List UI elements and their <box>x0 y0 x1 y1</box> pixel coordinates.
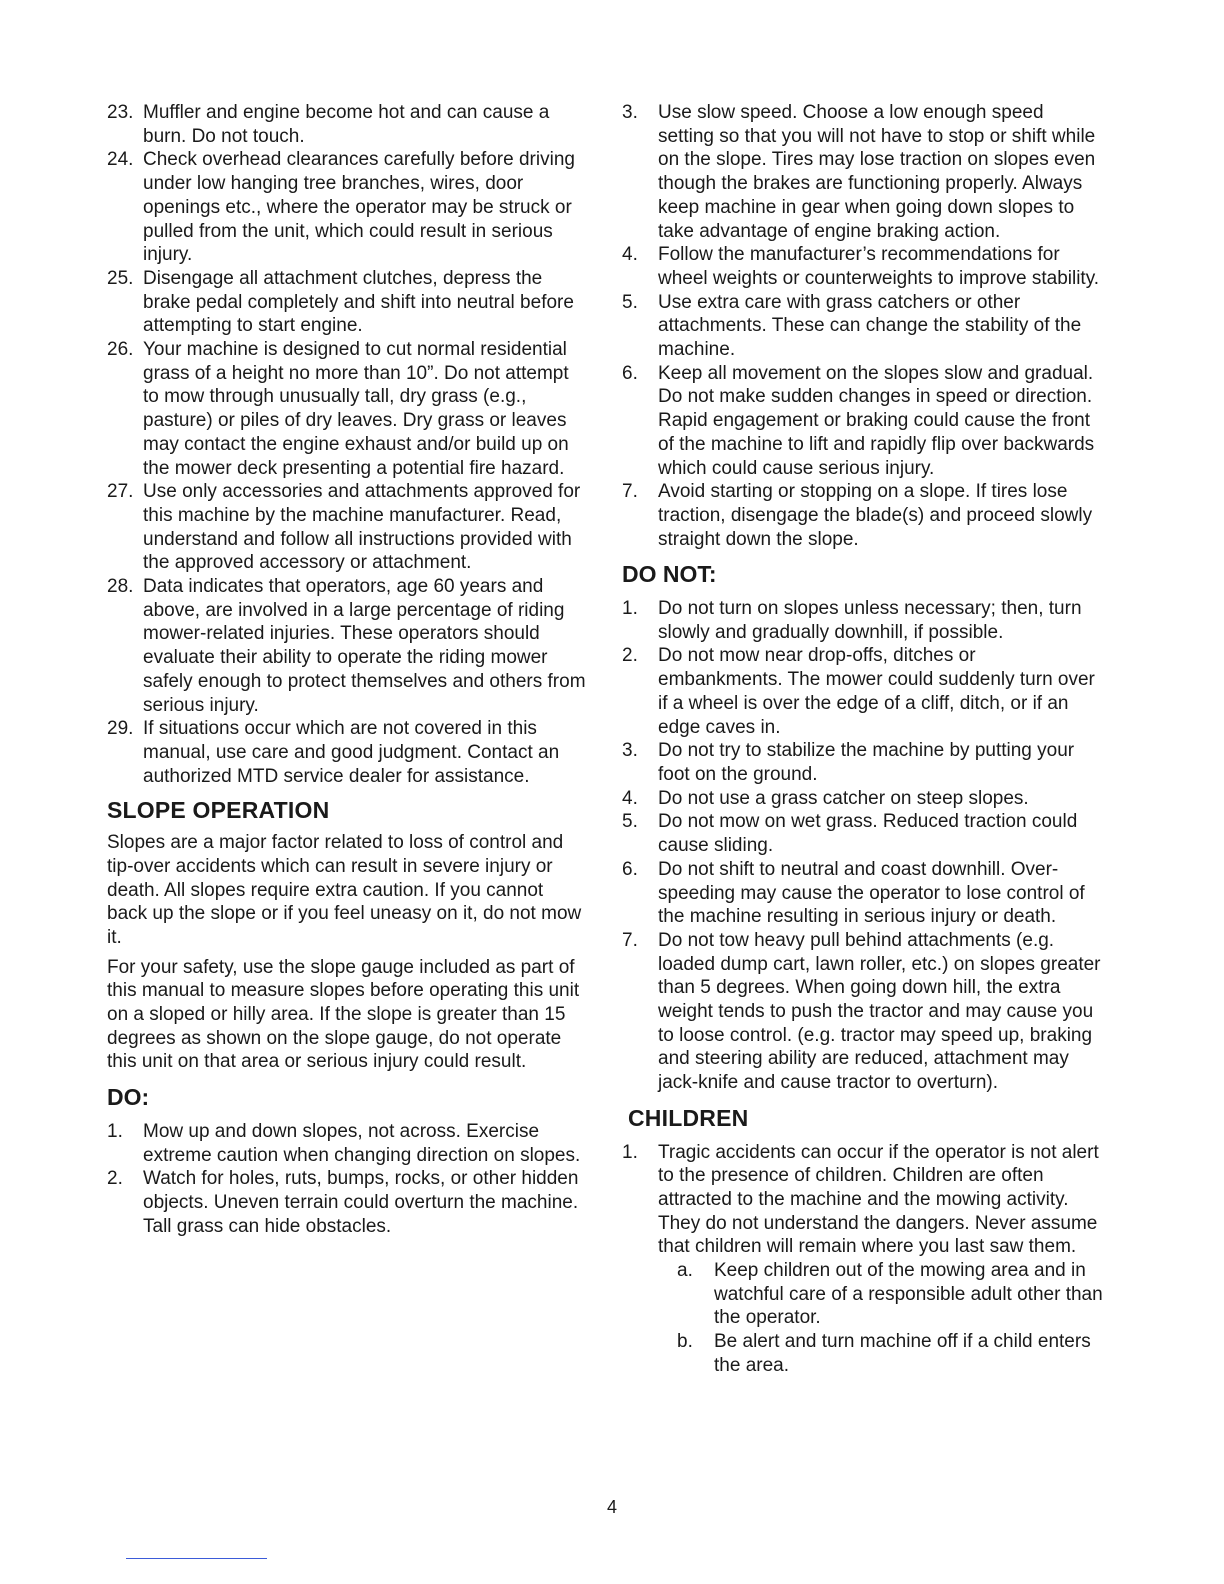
item-text: Use extra care with grass catchers or other attachments. These can change the stability of the machine. <box>658 291 1082 361</box>
item-number: 1. <box>107 1120 123 1142</box>
list-item <box>622 858 1104 929</box>
item-number: 5. <box>622 291 638 313</box>
list-item <box>107 148 587 267</box>
item-letter: b. <box>677 1331 693 1353</box>
item-number: 3. <box>622 102 638 123</box>
children-heading: CHILDREN <box>628 1104 749 1131</box>
list-item <box>622 929 1104 1095</box>
item-text: Do not tow heavy pull behind attachments (e.g. loaded dump cart, lawn roller, etc.) on slopes greater than 5 degrees. When going down hill, the extra weight tends to push the tractor and may cause you to loose control. (e.g. tractor may speed up, braking and steering ability are reduced, attachment may jack-knife and cause tractor to overturn). <box>658 929 1101 1094</box>
list-item <box>622 1141 1104 1260</box>
do-heading: DO: <box>107 1084 150 1111</box>
list-item <box>622 787 1104 811</box>
slope-paragraph-1: Slopes are a major factor related to loss of control and tip-over accidents which can result in severe injury or death. All slopes require extra caution. If you cannot back up the slope or if you feel uneasy on it, do not mow it. <box>107 832 582 948</box>
footer-rule <box>126 1558 267 1559</box>
item-number: 26. <box>107 339 134 361</box>
item-text: Do not turn on slopes unless necessary; then, turn slowly and gradually downhill, if possible. <box>658 598 1082 643</box>
item-text: Keep all movement on the slopes slow and gradual. Do not make sudden changes in speed or direction. Rapid engagement or braking could cause the front of the machine to lift and rapidly flip over backwards which could cause serious injury. <box>658 362 1095 479</box>
slope-operation-heading: SLOPE OPERATION <box>107 797 330 824</box>
item-number: 28. <box>107 576 134 598</box>
list-item <box>107 101 587 148</box>
item-letter: a. <box>677 1260 693 1282</box>
item-text: Data indicates that operators, age 60 years and above, are involved in a large percentage of riding mower-related injuries. These operators should evaluate their ability to operate the riding mower safely enough to protect themselves and others from serious injury. <box>143 576 586 716</box>
do-not-heading: DO NOT: <box>622 561 717 588</box>
item-text: Your machine is designed to cut normal residential grass of a height no more than 10”. Do not attempt to mow through unusually tall, dry grass (e.g., pasture) or piles of dry leaves. Dry grass or leaves may contact the engine exhaust and/or build up on the mower deck presenting a potential fire hazard. <box>143 339 569 479</box>
list-item <box>107 267 587 338</box>
item-number: 1. <box>622 1141 638 1163</box>
item-text: Use only accessories and attachments approved for this machine by the machine manufacturer. Read, understand and follow all instructions provided with the approved accessory or attachment. <box>143 481 581 574</box>
item-number: 4. <box>622 787 638 809</box>
list-item <box>622 101 1104 243</box>
list-item <box>107 480 587 575</box>
item-text: Tragic accidents can occur if the operator is not alert to the presence of children. Children are often attracted to the machine and the mowing activity. They do not understand the dangers. Never assume that children will remain where you last saw them. <box>658 1141 1099 1258</box>
list-item <box>107 575 587 717</box>
item-number: 24. <box>107 149 134 171</box>
page-number: 4 <box>606 1497 617 1517</box>
sub-list-item <box>677 1259 1104 1330</box>
list-item <box>622 597 1104 644</box>
slope-paragraph-2: For your safety, use the slope gauge included as part of this manual to measure slopes before operating this unit on a sloped or hilly area. If the slope is greater than 15 degrees as shown on the slope gauge, do not operate this unit on that area or serious injury could result. <box>107 956 580 1073</box>
list-item <box>622 810 1104 857</box>
item-text: Watch for holes, ruts, bumps, rocks, or other hidden objects. Uneven terrain could overturn the machine. Tall grass can hide obstacles. <box>143 1168 579 1237</box>
list-item <box>622 362 1104 481</box>
list-item <box>107 717 587 788</box>
item-text: Check overhead clearances carefully before driving under low hanging tree branches, wires, door openings etc., where the operator may be struck or pulled from the unit, which could result in serious injury. <box>143 149 575 266</box>
left-column <box>107 101 587 1238</box>
list-item <box>107 1120 587 1167</box>
item-text: Do not use a grass catcher on steep slopes. <box>658 787 1029 809</box>
list-item <box>622 739 1104 786</box>
item-text: Mow up and down slopes, not across. Exercise extreme caution when changing direction on slopes. <box>143 1120 581 1166</box>
list-item <box>107 338 587 480</box>
list-item <box>107 1167 587 1238</box>
item-number: 27. <box>107 481 134 503</box>
list-item <box>622 644 1104 739</box>
item-text: Do not shift to neutral and coast downhill. Over-speeding may cause the operator to lose control of the machine resulting in serious injury or death. <box>658 858 1085 928</box>
item-text: Be alert and turn machine off if a child enters the area. <box>714 1331 1091 1376</box>
item-number: 3. <box>622 740 638 762</box>
item-number: 2. <box>622 645 638 667</box>
item-text: Disengage all attachment clutches, depress the brake pedal completely and shift into neutral before attempting to start engine. <box>143 267 574 337</box>
item-number: 6. <box>622 362 638 384</box>
list-item <box>622 291 1104 362</box>
item-text: If situations occur which are not covered in this manual, use care and good judgment. Contact an authorized MTD service dealer for assistance. <box>143 718 560 787</box>
item-number: 1. <box>622 598 638 620</box>
item-number: 5. <box>622 811 638 833</box>
item-text: Do not mow on wet grass. Reduced traction could cause sliding. <box>658 811 1078 857</box>
item-number: 7. <box>622 481 638 503</box>
item-text: Keep children out of the mowing area and in watchful care of a responsible adult other than the operator. <box>714 1260 1103 1329</box>
item-text: Do not mow near drop-offs, ditches or embankments. The mower could suddenly turn over if a wheel is over the edge of a cliff, ditch, or if an edge caves in. <box>658 645 1095 738</box>
item-text: Follow the manufacturer’s recommendations for wheel weights or counterweights to improve stability. <box>658 244 1100 289</box>
item-text: Do not try to stabilize the machine by putting your foot on the ground. <box>658 740 1075 785</box>
item-number: 2. <box>107 1168 123 1190</box>
item-text: Muffler and engine become hot and can cause a burn. Do not touch. <box>143 102 550 147</box>
list-item <box>622 480 1104 551</box>
item-number: 7. <box>622 929 638 951</box>
item-number: 29. <box>107 718 134 740</box>
item-number: 25. <box>107 267 134 289</box>
sub-list-item <box>677 1330 1104 1377</box>
list-item <box>622 243 1104 290</box>
item-number: 23. <box>107 102 134 123</box>
item-text: Use slow speed. Choose a low enough speed setting so that you will not have to stop or shift while on the slope. Tires may lose traction on slopes even though the brakes are functioning properly. Always keep machine in gear when going down slopes to take advantage of engine braking action. <box>658 102 1096 242</box>
item-text: Avoid starting or stopping on a slope. If tires lose traction, disengage the blade(s) and proceed slowly straight down the slope. <box>658 481 1093 550</box>
item-number: 6. <box>622 858 638 880</box>
item-number: 4. <box>622 244 638 266</box>
right-column <box>622 101 1104 1378</box>
